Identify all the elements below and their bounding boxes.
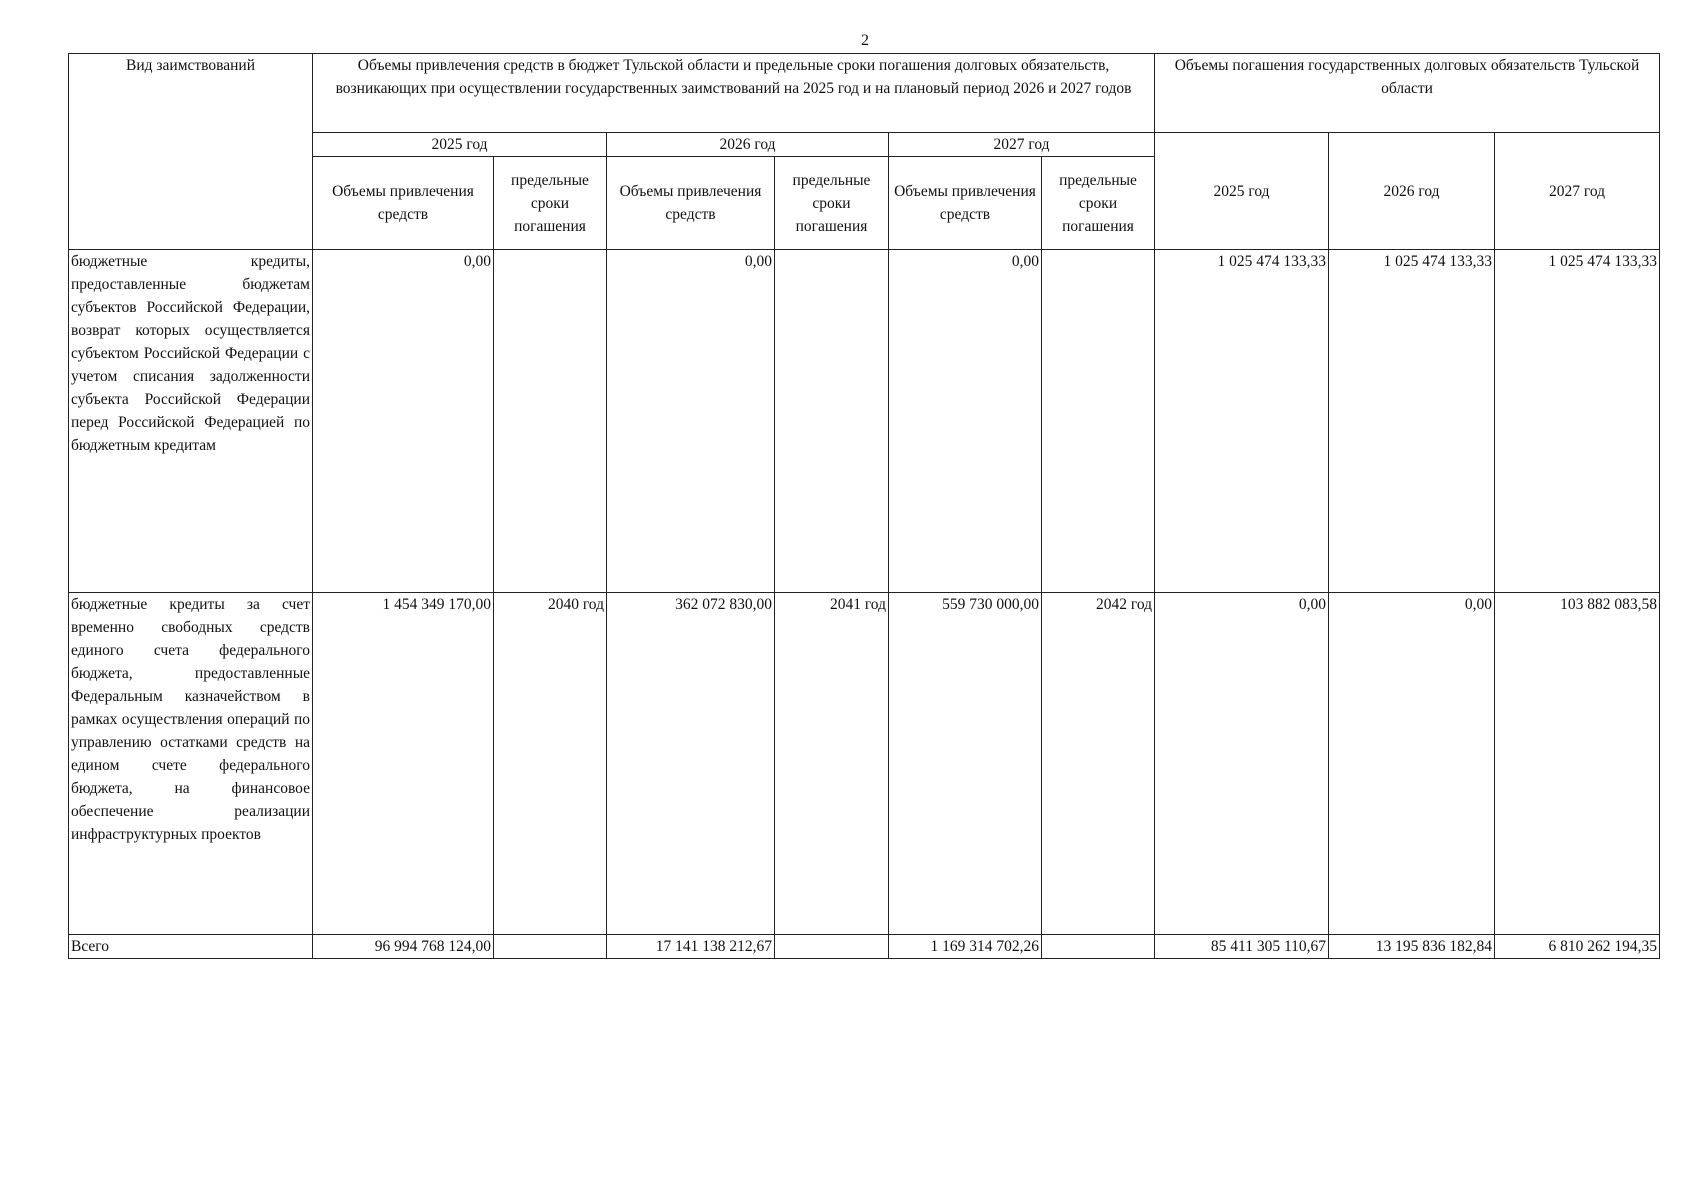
header-repay-2026: 2026 год: [1329, 133, 1495, 250]
row-repay-2025: 0,00: [1155, 593, 1329, 935]
total-term-2027: [1042, 935, 1155, 959]
header-volume-2025: Объемы привлечения средств: [313, 157, 494, 250]
header-repay-2025: 2025 год: [1155, 133, 1329, 250]
header-term-2026: предельные сроки погашения: [775, 157, 889, 250]
row-term-2027: [1042, 250, 1155, 593]
table-row: [69, 593, 1660, 935]
header-term-2027: предельные сроки погашения: [1042, 157, 1155, 250]
header-term-2025: предельные сроки погашения: [494, 157, 607, 250]
row-term-2027: 2042 год: [1042, 593, 1155, 935]
row-repay-2027: 1 025 474 133,33: [1495, 250, 1660, 593]
page-number: 2: [861, 32, 869, 49]
header-borrowing-type: Вид заимствований: [69, 54, 313, 250]
header-row-1: [69, 54, 1660, 133]
total-volume-2026: 17 141 138 212,67: [607, 935, 775, 959]
total-repay-2026: 13 195 836 182,84: [1329, 935, 1495, 959]
row-borrowing-type: бюджетные кредиты, предоставленные бюджетам субъектов Российской Федерации, возврат которых осуществляется субъектом Российской Федерации с учетом списания задолженности субъекта Российской Федерации перед Российской Федерацией по бюджетным кредитам: [69, 250, 313, 593]
row-volume-2027: 0,00: [889, 250, 1042, 593]
row-repay-2027: 103 882 083,58: [1495, 593, 1660, 935]
row-borrowing-type: бюджетные кредиты за счет временно свободных средств единого счета федерального бюджета, предоставленные Федеральным казначейством в рамках осуществления операций по управлению остатками средств на едином счете федерального бюджета, на финансовое обеспечение реализации инфраструктурных проектов: [69, 593, 313, 935]
header-volume-2027: Объемы привлечения средств: [889, 157, 1042, 250]
row-term-2025: 2040 год: [494, 593, 607, 935]
row-repay-2026: 1 025 474 133,33: [1329, 250, 1495, 593]
row-volume-2025: 0,00: [313, 250, 494, 593]
total-term-2025: [494, 935, 607, 959]
total-repay-2025: 85 411 305 110,67: [1155, 935, 1329, 959]
total-volume-2027: 1 169 314 702,26: [889, 935, 1042, 959]
borrowing-table: [68, 53, 1660, 959]
header-repayment-group: Объемы погашения государственных долговых обязательств Тульской области: [1155, 54, 1660, 133]
row-volume-2026: 362 072 830,00: [607, 593, 775, 935]
header-attraction-group: Объемы привлечения средств в бюджет Тульской области и предельные сроки погашения долговых обязательств, возникающих при осуществлении государственных заимствований на 2025 год и на плановый период 2026 и 2027 годов: [313, 54, 1155, 133]
row-volume-2026: 0,00: [607, 250, 775, 593]
table-row: [69, 250, 1660, 593]
total-repay-2027: 6 810 262 194,35: [1495, 935, 1660, 959]
header-repay-2027: 2027 год: [1495, 133, 1660, 250]
header-year-2026: 2026 год: [607, 133, 889, 157]
header-volume-2026: Объемы привлечения средств: [607, 157, 775, 250]
row-term-2026: 2041 год: [775, 593, 889, 935]
header-year-2027: 2027 год: [889, 133, 1155, 157]
header-year-2025: 2025 год: [313, 133, 607, 157]
row-volume-2027: 559 730 000,00: [889, 593, 1042, 935]
row-volume-2025: 1 454 349 170,00: [313, 593, 494, 935]
row-repay-2025: 1 025 474 133,33: [1155, 250, 1329, 593]
total-volume-2025: 96 994 768 124,00: [313, 935, 494, 959]
row-term-2026: [775, 250, 889, 593]
total-term-2026: [775, 935, 889, 959]
total-row: [69, 935, 1660, 959]
total-label: Всего: [69, 935, 313, 959]
row-repay-2026: 0,00: [1329, 593, 1495, 935]
row-term-2025: [494, 250, 607, 593]
